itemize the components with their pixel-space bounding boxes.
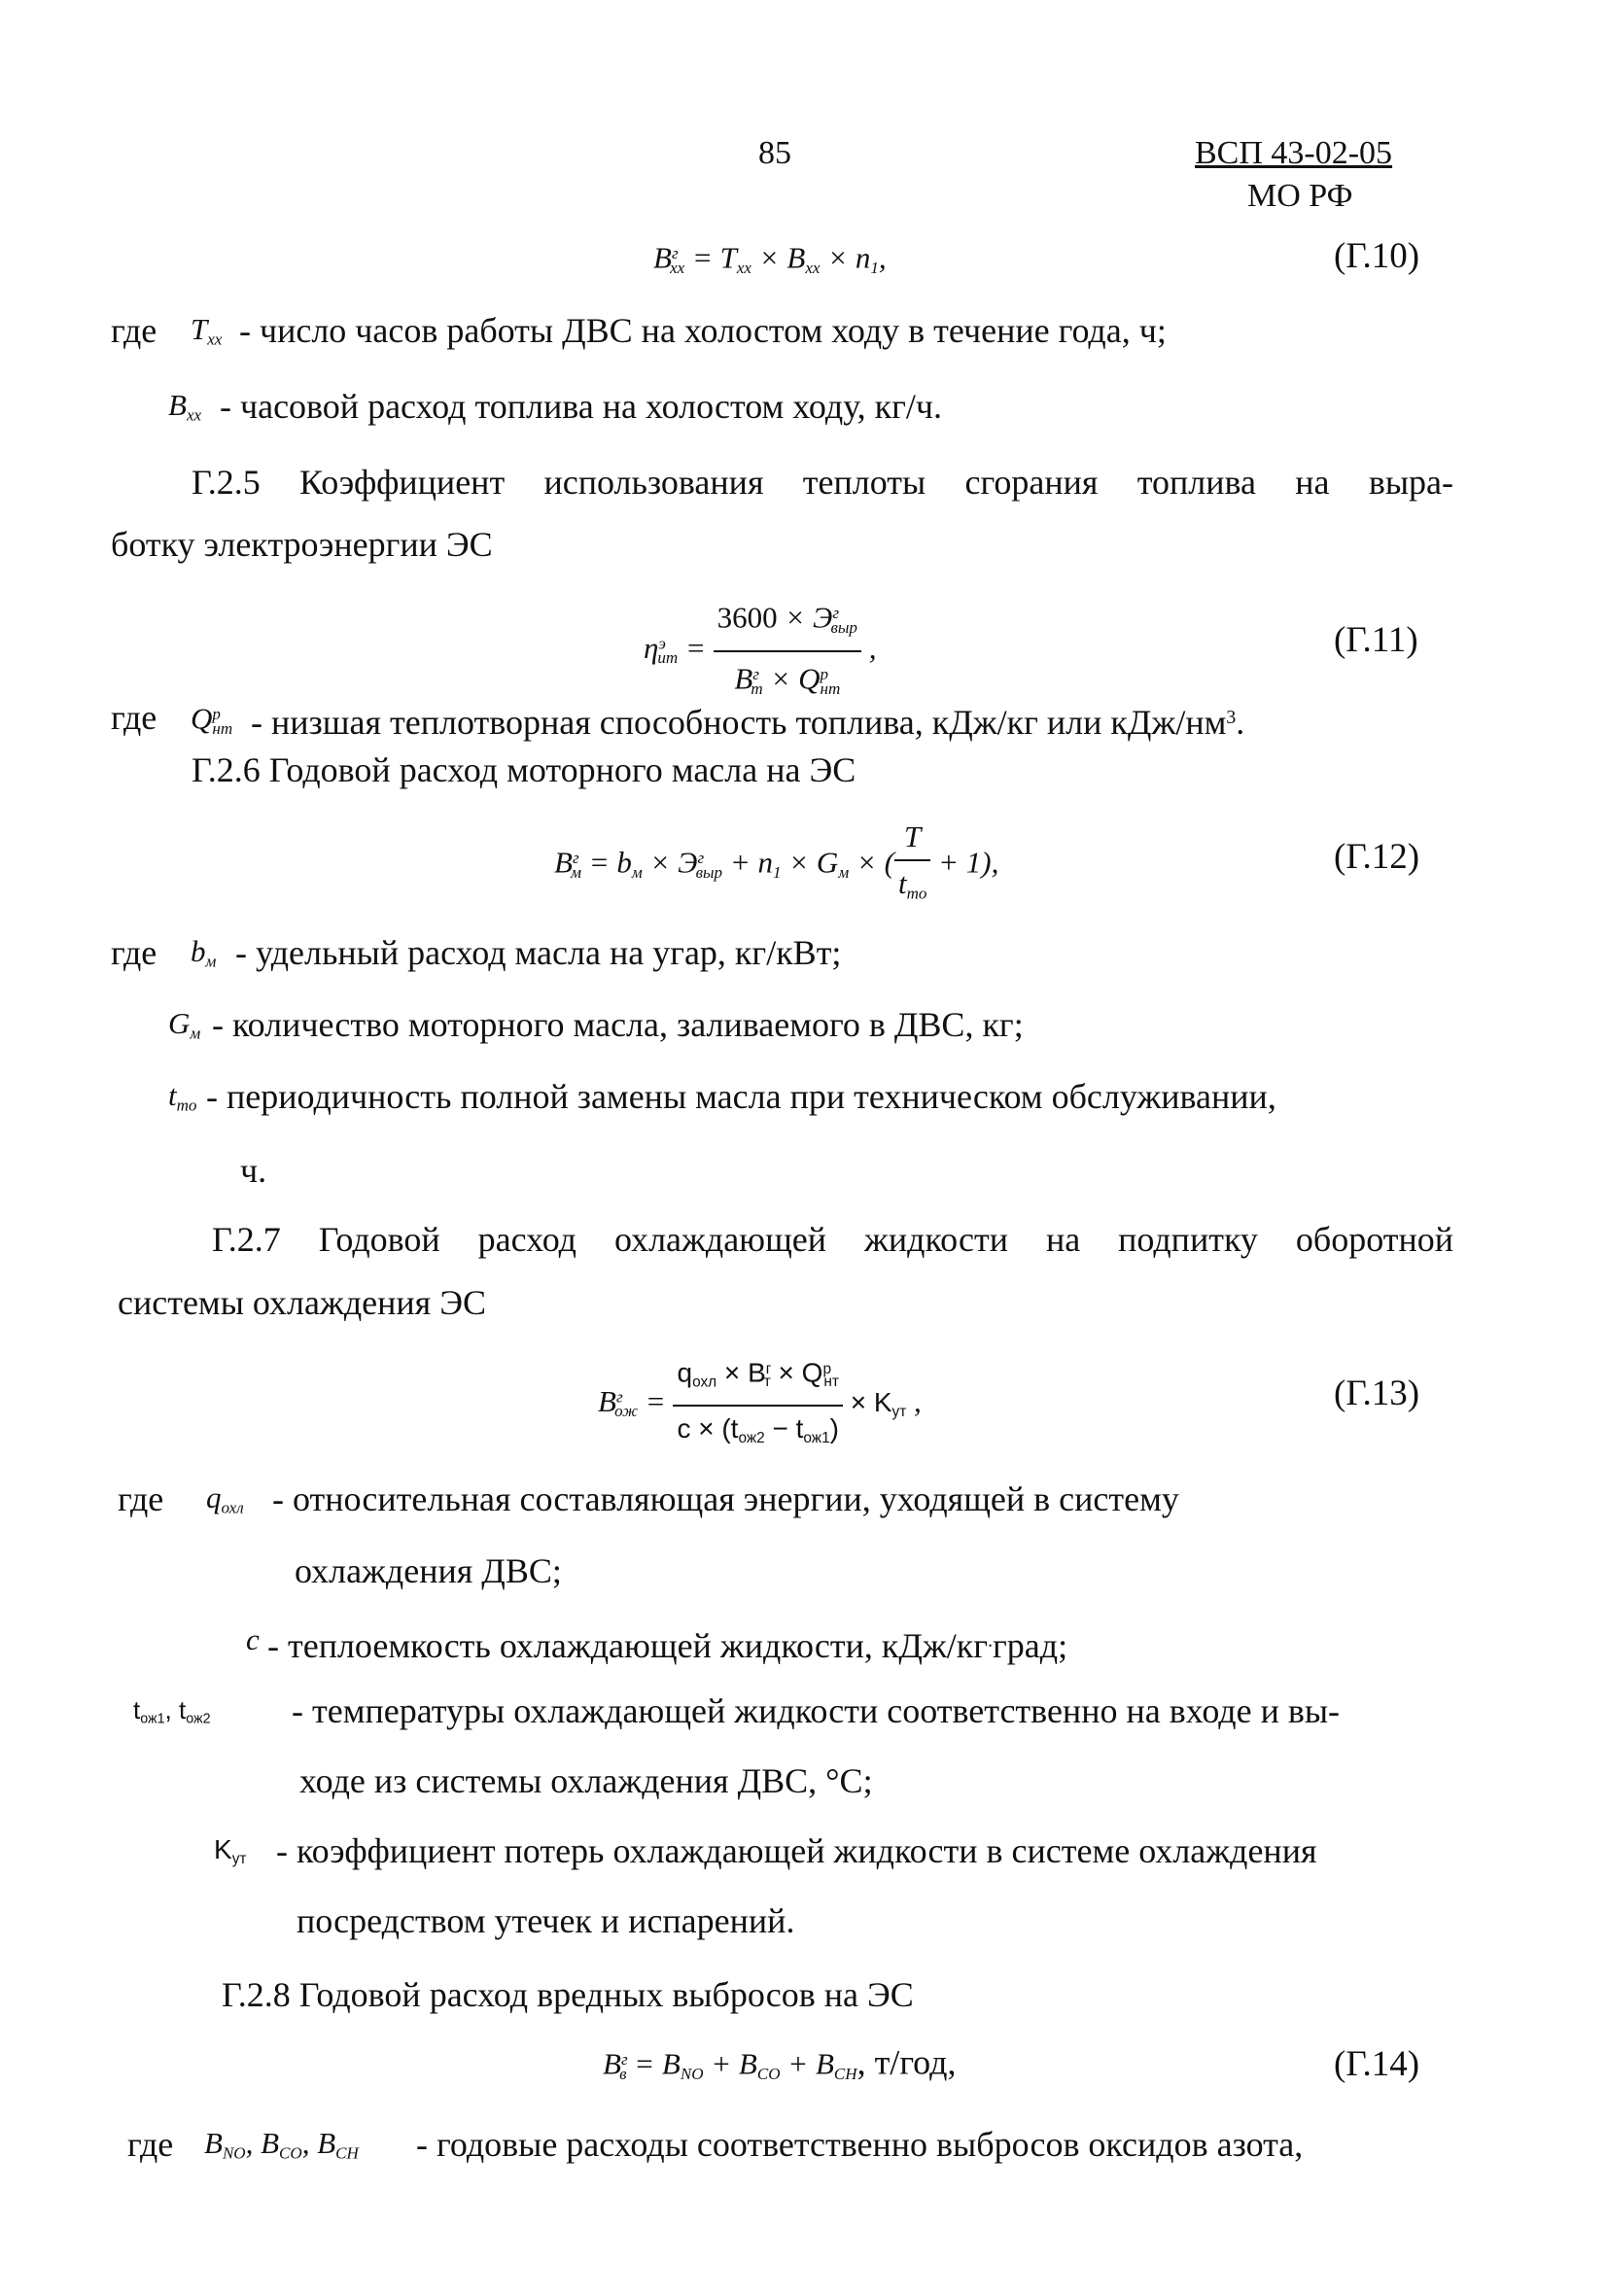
symbol-t-ozh: $t_{ож1}$, $t_{ож2}$ [133,1695,211,1727]
equation-tag-g10: (Г.10) [1334,236,1420,276]
definition-Txx: - число часов работы ДВС на холостом ходу в течение года, ч; [239,311,1167,350]
equation-g12: $B^г_м = b_м \times Э^г_{выр} + n_1 \times G_м$ × ( $\frac{T}{t_{то}}$ + 1), [554,819,999,903]
symbol-Q: $Q^р_{нт}$ [191,701,233,738]
section-g26: Г.2.6 Годовой расход моторного масла на ЭС [192,750,856,789]
section-g27-line1: Г.2.7 Годовой расход охлаждающей жидкости на подпитку оборотной [212,1220,1453,1259]
definition-qohl: - относительная составляющая энергии, уходящей в систему [272,1479,1179,1518]
section-g28: Г.2.8 Годовой расход вредных выбросов на ЭС [222,1975,914,2014]
equation-tag-g12: (Г.12) [1334,837,1420,877]
section-g25-line1: Г.2.5 Коэффициент использования теплоты сгорания топлива на выра- [192,463,1453,502]
definition-Q: - низшая теплотворная способность топлива, кДж/кг или кДж/$нм^3$. [251,702,1245,742]
section-g27-line2: системы охлаждения ЭС [118,1283,486,1322]
section-g25-line2: ботку электроэнергии ЭС [111,525,493,564]
equation-g11: $\eta^э_{ит}$ = $\frac{3600 \times Э^г_{выр}}{B^г_т \times Q^р_{нт}}$ , [644,595,876,708]
equation-tag-g11: (Г.11) [1334,620,1418,660]
definition-K: - коэффициент потерь охлаждающей жидкости в системе охлаждения [276,1831,1317,1870]
equation-g10: $B^г_{хх} = T_{хх} \times B_{хх} \times n_1$, [653,240,887,277]
where-label: где [111,933,157,972]
symbol-tto: $t_{то}$ [168,1078,197,1115]
where-label: где [127,2125,174,2164]
definition-c: - теплоемкость охлаждающей жидкости, кДж/кг.град; [267,1625,1068,1665]
symbol-Gm: $G_м$ [168,1006,201,1043]
definition-t-continued: ходе из системы охлаждения ДВС, °С; [299,1761,873,1800]
document-code: ВСП 43-02-05 [1195,135,1393,171]
definition-Gm: - количество моторного масла, заливаемого в ДВС, кг; [212,1005,1024,1044]
equation-tag-g14: (Г.14) [1334,2044,1420,2084]
equation-tag-g13: (Г.13) [1334,1374,1420,1413]
document-organization: МО РФ [1247,178,1353,214]
page-number: 85 [758,135,791,171]
definition-tto: - периодичность полной замены масла при техническом обслуживании, [206,1077,1276,1116]
where-label: где [111,698,157,737]
definition-qohl-continued: охлаждения ДВС; [295,1551,562,1590]
symbol-Bxx: $B_{хх}$ [168,388,202,425]
symbol-Txx: $T_{хх}$ [191,312,223,349]
equation-g13: $B^г_{ож}$ = $\frac{q_{охл} \times B^г_т \times Q^р_{нт}}{c \times (t_{ож2} - t_{ож1})}$ × $K_{ут}$ , [598,1351,922,1457]
symbol-Kut: $K_{ут}$ [214,1834,247,1867]
equation-g14: $B^г_в = B_{NO} + B_{CO} + B_{CH}$, т/год, [603,2042,957,2083]
definition-K-continued: посредством утечек и испарений. [297,1901,795,1940]
symbol-bm: $b_м$ [191,934,217,971]
definition-B: - годовые расходы соответственно выбросов оксидов азота, [416,2125,1304,2164]
symbol-Bno-Bco-Bch: $B_{NO}$, $B_{CO}$, $B_{CH}$ [204,2126,359,2163]
definition-tto-continued: ч. [240,1151,267,1190]
where-label: где [111,311,157,350]
where-label: где [118,1479,164,1518]
symbol-qohl: $q_{охл}$ [206,1480,244,1517]
symbol-c: c [246,1622,260,1656]
definition-t: - температуры охлаждающей жидкости соответственно на входе и вы- [292,1691,1341,1730]
definition-bm: - удельный расход масла на угар, кг/кВт; [235,933,842,972]
definition-Bxx: - часовой расход топлива на холостом ходу, кг/ч. [220,387,942,426]
